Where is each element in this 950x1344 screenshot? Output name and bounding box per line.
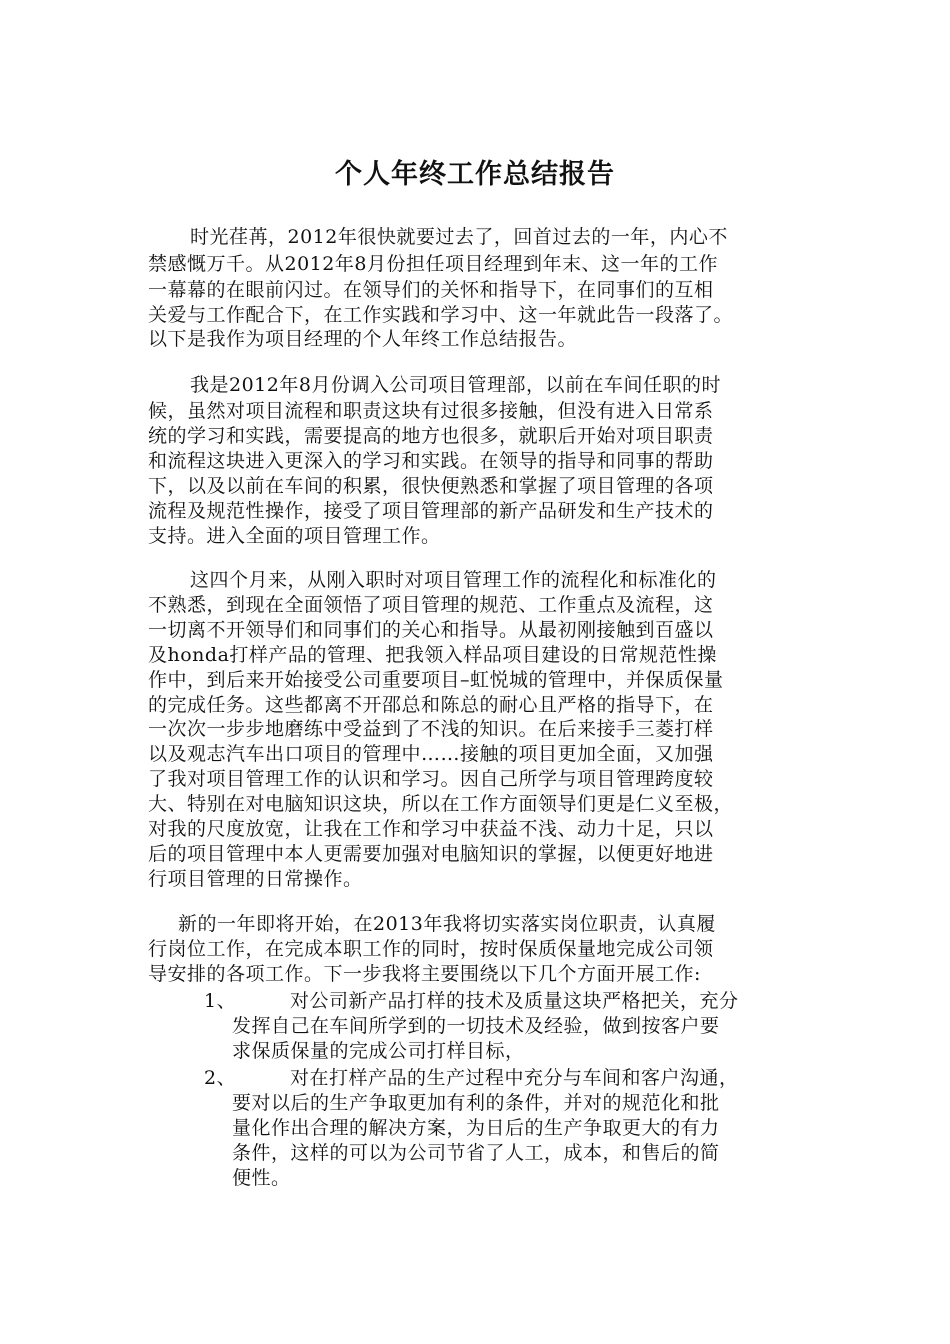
paragraph-2-line-5: 下，以及以前在车间的积累，很快便熟悉和掌握了项目管理的各项: [148, 475, 714, 497]
paragraph-2-line-1: 我是2012年8月份调入公司项目管理部，以前在车间任职的时: [190, 374, 721, 396]
list-item-2-line-4: 条件，这样的可以为公司节省了人工，成本，和售后的简: [232, 1142, 720, 1164]
list-item-1-line-2: 发挥自己在车间所学到的一切技术及经验，做到按客户要: [232, 1015, 720, 1037]
paragraph-1-line-1: 时光荏苒，2012年很快就要过去了，回首过去的一年，内心不: [190, 226, 728, 248]
paragraph-3-line-9: 了我对项目管理工作的认识和学习。因自己所学与项目管理跨度较: [148, 768, 714, 790]
list-item-1-line-3: 求保质保量的完成公司打样目标，: [232, 1040, 525, 1062]
paragraph-3-line-8: 以及观志汽车出口项目的管理中……接触的项目更加全面，又加强: [148, 743, 714, 765]
paragraph-2-line-6: 流程及规范性操作，接受了项目管理部的新产品研发和生产技术的: [148, 500, 714, 522]
paragraph-3-line-12: 后的项目管理中本人更需要加强对电脑知识的掌握，以便更好地进: [148, 843, 714, 865]
paragraph-3-line-11: 对我的尺度放宽，让我在工作和学习中获益不浅、动力十足，只以: [148, 818, 714, 840]
paragraph-3-line-10: 大、特别在对电脑知识这块，所以在工作方面领导们更是仁义至极，: [148, 793, 734, 815]
paragraph-2-line-7: 支持。进入全面的项目管理工作。: [148, 525, 441, 547]
paragraph-1-line-3: 一幕幕的在眼前闪过。在领导们的关怀和指导下，在同事们的互相: [148, 279, 714, 301]
paragraph-2-line-3: 统的学习和实践，需要提高的地方也很多，就职后开始对项目职责: [148, 425, 714, 447]
list-item-1-number: 1、: [204, 990, 237, 1012]
paragraph-1-line-2: 禁感慨万千。从2012年8月份担任项目经理到年末、这一年的工作: [148, 253, 718, 275]
paragraph-3-line-5: 作中，到后来开始接受公司重要项目–虹悦城的管理中，并保质保量: [148, 669, 724, 691]
paragraph-1-line-4: 关爱与工作配合下，在工作实践和学习中、这一年就此告一段落了。: [148, 304, 734, 326]
paragraph-4-line-2: 行岗位工作，在完成本职工作的同时，按时保质保量地完成公司领: [148, 938, 714, 960]
paragraph-4-line-1: 新的一年即将开始，在2013年我将切实落实岗位职责，认真履: [178, 913, 716, 935]
paragraph-4-line-3: 导安排的各项工作。下一步我将主要围绕以下几个方面开展工作:: [148, 963, 701, 985]
paragraph-2-line-4: 和流程这块进入更深入的学习和实践。在领导的指导和同事的帮助: [148, 450, 714, 472]
paragraph-3-line-3: 一切离不开领导们和同事们的关心和指导。从最初刚接触到百盛以: [148, 619, 714, 641]
paragraph-3-line-1: 这四个月来，从刚入职时对项目管理工作的流程化和标准化的: [190, 569, 717, 591]
paragraph-1-line-5: 以下是我作为项目经理的个人年终工作总结报告。: [148, 328, 578, 350]
paragraph-2-line-2: 候，虽然对项目流程和职责这块有过很多接触，但没有进入日常系: [148, 400, 714, 422]
paragraph-3-line-2: 不熟悉，到现在全面领悟了项目管理的规范、工作重点及流程，这: [148, 594, 714, 616]
list-item-2-line-2: 要对以后的生产争取更加有利的条件，并对的规范化和批: [232, 1092, 720, 1114]
list-item-1-line-1: 对公司新产品打样的技术及质量这块严格把关，充分: [290, 990, 739, 1012]
list-item-2-line-1: 对在打样产品的生产过程中充分与车间和客户沟通，: [290, 1067, 739, 1089]
paragraph-3-line-6: 的完成任务。这些都离不开邵总和陈总的耐心且严格的指导下，在: [148, 694, 714, 716]
paragraph-3-line-4: 及honda打样产品的管理、把我领入样品项目建设的日常规范性操: [148, 644, 717, 666]
list-item-2-number: 2、: [204, 1067, 237, 1089]
list-item-2-line-3: 量化作出合理的解决方案，为日后的生产争取更大的有力: [232, 1117, 720, 1139]
document-title: 个人年终工作总结报告: [335, 159, 615, 190]
list-item-2-line-5: 便性。: [232, 1167, 291, 1189]
paragraph-3-line-13: 行项目管理的日常操作。: [148, 868, 363, 890]
paragraph-3-line-7: 一次次一步步地磨练中受益到了不浅的知识。在后来接手三菱打样: [148, 718, 714, 740]
